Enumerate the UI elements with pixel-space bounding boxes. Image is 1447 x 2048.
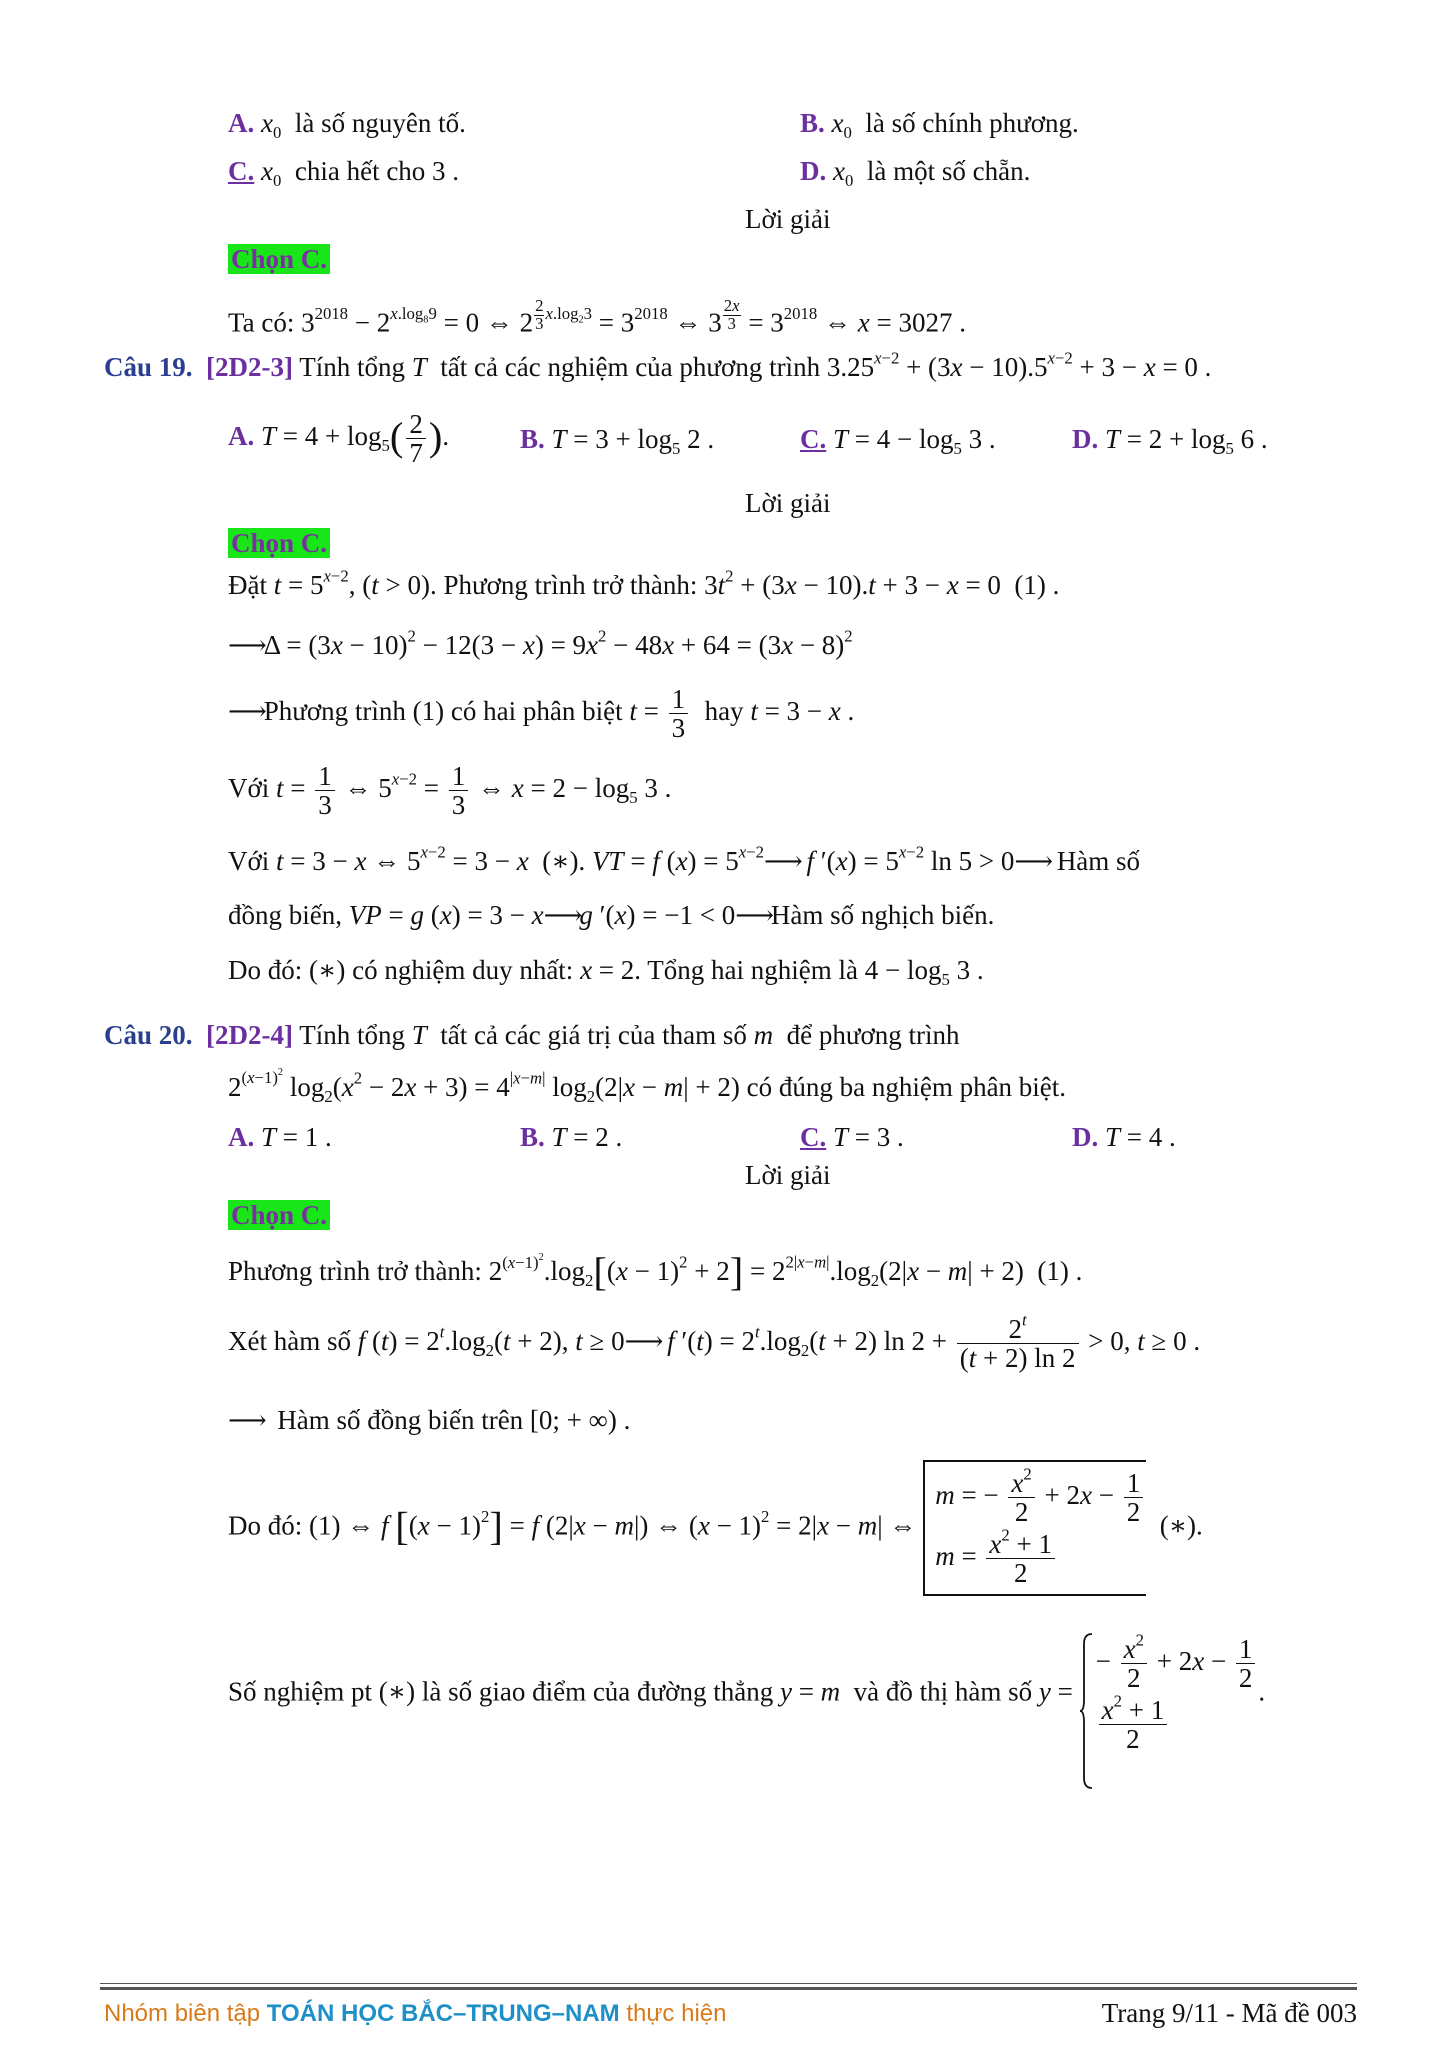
footer-page-number: Trang 9/11 - Mã đề 003 (1101, 1998, 1357, 2028)
q20-option-a: A. T = 1 . (228, 1122, 332, 1152)
footer-left: Nhóm biên tập TOÁN HỌC BẮC–TRUNG–NAM thực hiện (104, 2000, 727, 2027)
q18-option-b: B. $x_0$ là số chính phương. (800, 108, 1079, 142)
q19-option-a: A. $T = 4 + \log_5$( $\frac{2}{7}$ ). (228, 409, 450, 469)
footer-divider-thick (100, 1987, 1357, 1990)
q19-line-case2b: đồng biến, VP = g (x) = 3 − x⟶g ′(x) = −1 < 0⟶Hàm số nghịch biến. (228, 900, 995, 930)
q18-solution-line: Ta có: $3^{2018} - 2^{x.log_89} = 0$ ⇔ 2 $^{\frac{2}{3} x.log_23} = 3^{2018}$ ⇔ 3 $^{\frac{2x}{3}}$ = $3^{2018}$ ⇔ x = 3027 . (228, 296, 966, 338)
q19-option-c: C. $T = 4 - \log_5 3$ . (800, 424, 996, 458)
q19-line-case2: Với t = 3 − x ⇔ $5^{x-2} = 3 - x$ (∗). VT = f $(x) = 5^{x-2}⟶$ f $'(x) = 5^{x-2}$ ln 5 > 0⟶ Hàm số (228, 842, 1141, 876)
q20-line-increasing: ⟶ Hàm số đồng biến trên [0; + ∞) . (228, 1405, 631, 1435)
q20-line-function: Xét hàm số f $(t) = 2^t.\log_2(t + 2)$, t ≥ 0⟶ f $'(t) = 2^t.\log_2(t + 2)$ ln 2 + $\frac{2^t}{(t + 2) \ln 2}$ > 0, t ≥ 0 . (228, 1310, 1201, 1374)
option-text: là một số chẵn. (866, 156, 1031, 186)
q20-stem: Câu 20. [2D2-4] Tính tổng T tất cả các giá trị của tham số m để phương trình (104, 1020, 960, 1050)
option-label: B. (800, 108, 825, 138)
q19-line-case1: Với t = $\frac{1}{3}$ ⇔ $5^{x-2}$ = $\frac{1}{3}$ ⇔ $x = 2 - \log_5 3$ . (228, 761, 672, 821)
question-tag: [2D2-4] (206, 1020, 293, 1050)
q20-option-b: B. T = 2 . (520, 1122, 623, 1152)
q20-option-d: D. T = 4 . (1072, 1122, 1176, 1152)
q19-line-roots: ⟶Phương trình (1) có hai phân biệt t = $\frac{1}{3}$ hay t = 3 − x . (228, 684, 855, 744)
option-text: là số chính phương. (865, 108, 1079, 138)
q19-choice: Chọn C. (228, 528, 330, 559)
option-text: là số nguyên tố. (294, 108, 466, 138)
question-number: Câu 19. (104, 352, 193, 382)
option-label: D. (800, 156, 827, 186)
q18-solution-title: Lời giải (745, 204, 831, 234)
q19-line-conclusion: Do đó: (∗) có nghiệm duy nhất: x = 2. Tổng hai nghiệm là $4 - \log_5 3$ . (228, 955, 984, 989)
option-text: chia hết cho 3 . (294, 156, 460, 186)
piecewise-brace: − $\frac{x^2}{2}$ + 2x − $\frac{1}{2}$ $\frac{x^2 + 1}{2}$ (1080, 1632, 1259, 1756)
question-number: Câu 20. (104, 1020, 193, 1050)
q19-option-d: D. $T = 2 + \log_5 6$ . (1072, 424, 1268, 458)
q20-option-c: C. T = 3 . (800, 1122, 904, 1152)
q19-stem: Câu 19. [2D2-3] Tính tổng T tất cả các nghiệm của phương trình $3.25^{x-2} + (3x - 10).5^{x-2} + 3 - x = 0$ . (104, 348, 1212, 382)
q18-option-a: A. $x_0$ là số nguyên tố. (228, 108, 466, 142)
q20-line-equivalence: Do đó: (1) ⇔ f $[(x - 1)^2] = f$ (2|x − m|) ⇔ $(x - 1)^2 = 2|x - m|$ ⇔ m = − $\frac{x^2}{2}$ + 2x − $\frac{1}{2}$ m = $\frac{x^2 + 1}{2}$ (∗). (228, 1460, 1203, 1596)
q18-choice: Chọn C. (228, 244, 330, 275)
q18-option-c: C. $x_0$ chia hết cho 3 . (228, 156, 460, 190)
q19-line-substitution: Đặt $t = 5^{x-2}$, (t > 0). Phương trình trở thành: $3t^2 + (3x - 10).t + 3 - x = 0$ (1) . (228, 566, 1060, 600)
q20-solution-title: Lời giải (745, 1160, 831, 1190)
q19-line-delta: ⟶Δ = $(3x - 10)^2 - 12(3 - x) = 9x^2 - 48x + 64 = (3x - 8)^2$ (228, 626, 853, 660)
q18-option-d: D. $x_0$ là một số chẵn. (800, 156, 1031, 190)
option-label: C. (228, 156, 255, 186)
footer-divider (100, 1983, 1357, 1984)
q20-line-count: Số nghiệm pt (∗) là số giao điểm của đường thẳng y = m và đồ thị hàm số y = − $\frac{x^2}{2}$ + 2x − $\frac{1}{2}$ $\frac{x^2 + 1}{2}$ . (228, 1632, 1265, 1756)
q20-choice: Chọn C. (228, 1200, 330, 1231)
q20-equation: $2^{(x-1)^2}$ $\log_2(x^2 - 2x + 3) = 4^{|x-m|}$ $\log_2(2|x - m| + 2)$ có đúng ba nghiệm phân biệt. (228, 1067, 1067, 1106)
option-label: A. (228, 108, 255, 138)
q19-option-b: B. $T = 3 + \log_5 2$ . (520, 424, 715, 458)
question-tag: [2D2-3] (206, 352, 293, 382)
q20-line-transform: Phương trình trở thành: $2^{(x-1)^2}.\log_2[(x - 1)^2 + 2] = 2^{2|x-m|}.\log_2(2|x - m| + 2)$ (1) . (228, 1249, 1083, 1294)
q19-solution-title: Lời giải (745, 488, 831, 518)
